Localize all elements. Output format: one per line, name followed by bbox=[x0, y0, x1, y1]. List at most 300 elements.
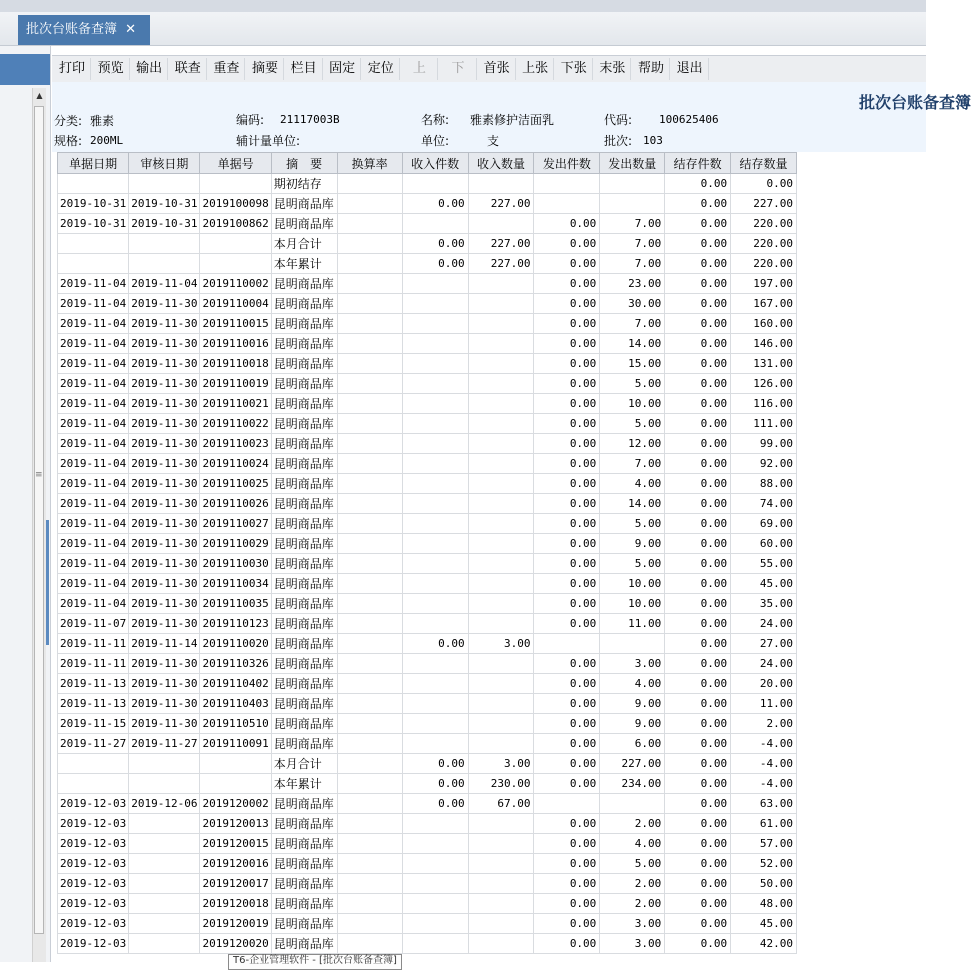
table-cell: 0.00 bbox=[665, 474, 731, 494]
table-cell: 2019110091 bbox=[200, 734, 271, 754]
table-cell: 0.00 bbox=[534, 614, 600, 634]
table-cell: 23.00 bbox=[600, 274, 665, 294]
table-cell: 2019110021 bbox=[200, 394, 271, 414]
unit-label: 单位: bbox=[421, 134, 450, 148]
table-row[interactable] bbox=[58, 794, 797, 814]
table-cell: 0.00 bbox=[534, 374, 600, 394]
table-cell: 本月合计 bbox=[271, 754, 337, 774]
table-cell: 99.00 bbox=[731, 434, 797, 454]
table-cell: 2019-12-03 bbox=[58, 934, 129, 954]
table-cell: 0.00 bbox=[534, 294, 600, 314]
ledger-grid bbox=[57, 152, 797, 972]
table-cell bbox=[337, 174, 402, 194]
table-cell bbox=[402, 874, 468, 894]
toolbar-button-4[interactable]: 重查 bbox=[208, 58, 245, 80]
table-cell: 0.00 bbox=[665, 514, 731, 534]
table-cell: 61.00 bbox=[731, 814, 797, 834]
column-header[interactable]: 结存数量 bbox=[731, 153, 797, 174]
column-header[interactable]: 发出数量 bbox=[600, 153, 665, 174]
table-cell bbox=[468, 374, 534, 394]
table-cell bbox=[337, 194, 402, 214]
table-cell bbox=[337, 654, 402, 674]
table-cell: 2019-11-15 bbox=[58, 714, 129, 734]
table-cell: 0.00 bbox=[534, 874, 600, 894]
tab-strip bbox=[0, 12, 926, 46]
table-row[interactable] bbox=[58, 294, 797, 314]
table-cell: 2019-10-31 bbox=[58, 194, 129, 214]
table-cell: 0.00 bbox=[534, 714, 600, 734]
toolbar-button-8[interactable]: 定位 bbox=[363, 58, 400, 80]
table-row[interactable] bbox=[58, 834, 797, 854]
table-cell bbox=[402, 594, 468, 614]
table-cell bbox=[200, 254, 271, 274]
table-row[interactable] bbox=[58, 174, 797, 194]
table-cell: 50.00 bbox=[731, 874, 797, 894]
table-cell: 0.00 bbox=[534, 354, 600, 374]
table-cell bbox=[402, 814, 468, 834]
table-cell: 0.00 bbox=[534, 214, 600, 234]
scrollbar-thumb[interactable] bbox=[34, 106, 44, 934]
table-cell: 220.00 bbox=[731, 254, 797, 274]
toolbar-button-13[interactable]: 下张 bbox=[556, 58, 593, 80]
vertical-scrollbar[interactable] bbox=[32, 88, 46, 962]
table-cell: 6.00 bbox=[600, 734, 665, 754]
toolbar-button-6[interactable]: 栏目 bbox=[286, 58, 323, 80]
table-cell bbox=[468, 574, 534, 594]
table-cell bbox=[129, 774, 200, 794]
table-row[interactable] bbox=[58, 194, 797, 214]
table-row[interactable] bbox=[58, 814, 797, 834]
table-cell: 2019-11-04 bbox=[58, 374, 129, 394]
table-row[interactable] bbox=[58, 554, 797, 574]
table-cell: 昆明商品库 bbox=[271, 434, 337, 454]
table-cell bbox=[337, 454, 402, 474]
table-cell: 2.00 bbox=[600, 874, 665, 894]
table-cell bbox=[402, 474, 468, 494]
table-cell: 0.00 bbox=[534, 434, 600, 454]
table-cell: 0.00 bbox=[665, 214, 731, 234]
table-cell: 2019-11-04 bbox=[58, 514, 129, 534]
table-cell bbox=[468, 894, 534, 914]
table-cell: 昆明商品库 bbox=[271, 214, 337, 234]
table-cell: 2019-12-03 bbox=[58, 874, 129, 894]
table-cell: 期初结存 bbox=[271, 174, 337, 194]
table-cell: 3.00 bbox=[600, 654, 665, 674]
table-cell: 197.00 bbox=[731, 274, 797, 294]
table-row[interactable] bbox=[58, 494, 797, 514]
toolbar-button-0[interactable]: 打印 bbox=[54, 58, 91, 80]
table-row[interactable] bbox=[58, 214, 797, 234]
table-cell: 2019110029 bbox=[200, 534, 271, 554]
table-cell: 4.00 bbox=[600, 674, 665, 694]
table-cell bbox=[337, 414, 402, 434]
table-cell: 0.00 bbox=[665, 874, 731, 894]
nav-selected-item[interactable] bbox=[0, 54, 50, 85]
table-cell: 0.00 bbox=[665, 734, 731, 754]
table-cell: 2019-12-03 bbox=[58, 794, 129, 814]
table-row[interactable] bbox=[58, 894, 797, 914]
close-icon[interactable]: ✕ bbox=[125, 22, 136, 37]
table-cell bbox=[402, 574, 468, 594]
table-cell: 0.00 bbox=[665, 714, 731, 734]
table-row[interactable] bbox=[58, 594, 797, 614]
table-row[interactable] bbox=[58, 874, 797, 894]
table-cell: 227.00 bbox=[468, 194, 534, 214]
table-row[interactable] bbox=[58, 414, 797, 434]
table-cell bbox=[337, 894, 402, 914]
table-row[interactable] bbox=[58, 914, 797, 934]
table-cell bbox=[468, 514, 534, 534]
toolbar-button-10[interactable]: 下 bbox=[440, 58, 477, 80]
table-cell: 2019-11-30 bbox=[129, 414, 200, 434]
table-cell: 0.00 bbox=[665, 534, 731, 554]
table-cell: 2019-11-04 bbox=[58, 294, 129, 314]
table-cell: 0.00 bbox=[534, 594, 600, 614]
table-cell bbox=[402, 514, 468, 534]
table-cell: 2019-11-11 bbox=[58, 654, 129, 674]
table-cell: 230.00 bbox=[468, 774, 534, 794]
table-cell: 7.00 bbox=[600, 214, 665, 234]
table-cell bbox=[468, 594, 534, 614]
table-cell bbox=[402, 834, 468, 854]
table-cell: 0.00 bbox=[665, 494, 731, 514]
table-cell: 昆明商品库 bbox=[271, 334, 337, 354]
table-row[interactable] bbox=[58, 774, 797, 794]
table-cell: 116.00 bbox=[731, 394, 797, 414]
table-cell bbox=[58, 254, 129, 274]
table-cell: 昆明商品库 bbox=[271, 294, 337, 314]
table-cell bbox=[468, 314, 534, 334]
table-cell: 2019-11-14 bbox=[129, 634, 200, 654]
table-cell: 2019110402 bbox=[200, 674, 271, 694]
toolbar-button-5[interactable]: 摘要 bbox=[247, 58, 284, 80]
table-cell: 2019-11-04 bbox=[58, 334, 129, 354]
table-row[interactable] bbox=[58, 234, 797, 254]
toolbar-button-3[interactable]: 联查 bbox=[170, 58, 207, 80]
table-cell: 2019110035 bbox=[200, 594, 271, 614]
table-cell: 昆明商品库 bbox=[271, 854, 337, 874]
table-cell bbox=[402, 294, 468, 314]
table-cell bbox=[600, 174, 665, 194]
scroll-up-arrow-icon[interactable]: ▲ bbox=[36, 91, 43, 100]
table-cell: 0.00 bbox=[665, 314, 731, 334]
table-cell: 12.00 bbox=[600, 434, 665, 454]
table-cell bbox=[337, 294, 402, 314]
table-cell bbox=[337, 714, 402, 734]
tab-batch-ledger[interactable] bbox=[18, 15, 150, 45]
table-cell: 2019110023 bbox=[200, 434, 271, 454]
table-cell: 昆明商品库 bbox=[271, 514, 337, 534]
table-cell bbox=[337, 514, 402, 534]
table-cell: 0.00 bbox=[665, 574, 731, 594]
table-cell: 60.00 bbox=[731, 534, 797, 554]
table-cell: 227.00 bbox=[468, 254, 534, 274]
table-cell: 0.00 bbox=[665, 814, 731, 834]
table-cell: 0.00 bbox=[534, 774, 600, 794]
table-cell: 74.00 bbox=[731, 494, 797, 514]
table-cell: 2019110022 bbox=[200, 414, 271, 434]
table-cell: 昆明商品库 bbox=[271, 494, 337, 514]
table-cell: 0.00 bbox=[665, 614, 731, 634]
table-cell: 0.00 bbox=[665, 634, 731, 654]
table-cell bbox=[58, 774, 129, 794]
table-row[interactable] bbox=[58, 654, 797, 674]
unit-value: 支 bbox=[487, 134, 500, 148]
table-cell bbox=[402, 694, 468, 714]
table-row[interactable] bbox=[58, 394, 797, 414]
table-cell: 2019-11-04 bbox=[58, 354, 129, 374]
table-cell bbox=[200, 234, 271, 254]
table-row[interactable] bbox=[58, 614, 797, 634]
table-cell: 2.00 bbox=[600, 814, 665, 834]
table-cell: 2019-11-30 bbox=[129, 454, 200, 474]
table-cell: 2019-10-31 bbox=[129, 194, 200, 214]
table-header-row bbox=[58, 153, 797, 174]
table-cell bbox=[337, 594, 402, 614]
table-row[interactable] bbox=[58, 634, 797, 654]
table-cell bbox=[200, 754, 271, 774]
table-row[interactable] bbox=[58, 454, 797, 474]
table-row[interactable] bbox=[58, 754, 797, 774]
table-cell bbox=[337, 634, 402, 654]
table-cell: 0.00 bbox=[534, 814, 600, 834]
table-row[interactable] bbox=[58, 254, 797, 274]
column-header[interactable]: 发出件数 bbox=[534, 153, 600, 174]
column-header[interactable]: 收入数量 bbox=[468, 153, 534, 174]
table-cell bbox=[468, 874, 534, 894]
table-row[interactable] bbox=[58, 434, 797, 454]
toolbar-button-15[interactable]: 帮助 bbox=[633, 58, 670, 80]
tab-title: 批次台账备查簿 bbox=[26, 22, 118, 37]
table-cell bbox=[468, 854, 534, 874]
table-row[interactable] bbox=[58, 574, 797, 594]
table-cell: 2019-11-27 bbox=[58, 734, 129, 754]
table-row[interactable] bbox=[58, 674, 797, 694]
table-cell: 2019-11-30 bbox=[129, 354, 200, 374]
table-cell: 0.00 bbox=[665, 894, 731, 914]
table-cell: 0.00 bbox=[534, 894, 600, 914]
sku-label: 代码: bbox=[604, 113, 633, 127]
column-header[interactable]: 结存件数 bbox=[665, 153, 731, 174]
table-cell: 2019-11-30 bbox=[129, 554, 200, 574]
sku-value: 100625406 bbox=[659, 113, 719, 126]
table-cell: 2019110024 bbox=[200, 454, 271, 474]
table-cell bbox=[468, 734, 534, 754]
table-cell: 2019120013 bbox=[200, 814, 271, 834]
table-cell bbox=[337, 254, 402, 274]
table-cell bbox=[468, 214, 534, 234]
toolbar-button-16[interactable]: 退出 bbox=[672, 58, 709, 80]
table-cell: 30.00 bbox=[600, 294, 665, 314]
table-cell bbox=[468, 674, 534, 694]
table-cell: 0.00 bbox=[534, 554, 600, 574]
table-row[interactable] bbox=[58, 374, 797, 394]
table-cell bbox=[129, 234, 200, 254]
table-cell: 3.00 bbox=[468, 634, 534, 654]
table-cell: 2019-11-30 bbox=[129, 594, 200, 614]
table-cell: 2019-11-30 bbox=[129, 534, 200, 554]
table-cell: 0.00 bbox=[665, 854, 731, 874]
table-cell: 2019-11-04 bbox=[58, 554, 129, 574]
table-cell bbox=[468, 834, 534, 854]
table-cell: 本年累计 bbox=[271, 254, 337, 274]
table-cell: 2019-11-04 bbox=[58, 574, 129, 594]
table-cell: 126.00 bbox=[731, 374, 797, 394]
table-cell bbox=[337, 374, 402, 394]
table-cell: 2019-11-04 bbox=[58, 594, 129, 614]
table-cell: 2019110015 bbox=[200, 314, 271, 334]
table-cell: 9.00 bbox=[600, 534, 665, 554]
table-row[interactable] bbox=[58, 514, 797, 534]
table-cell: 2019-11-13 bbox=[58, 694, 129, 714]
name-value: 雅素修护洁面乳 bbox=[470, 113, 555, 127]
table-cell bbox=[402, 894, 468, 914]
table-cell: 0.00 bbox=[402, 194, 468, 214]
table-cell: 2019-11-30 bbox=[129, 614, 200, 634]
table-cell bbox=[402, 174, 468, 194]
table-cell: 2019110016 bbox=[200, 334, 271, 354]
table-cell bbox=[468, 934, 534, 954]
table-cell bbox=[337, 354, 402, 374]
table-row[interactable] bbox=[58, 714, 797, 734]
table-cell: 0.00 bbox=[534, 914, 600, 934]
table-cell: 2019-11-30 bbox=[129, 574, 200, 594]
table-cell: 0.00 bbox=[534, 314, 600, 334]
table-cell: 2019-11-30 bbox=[129, 334, 200, 354]
table-cell: 2019-11-30 bbox=[129, 294, 200, 314]
table-cell: 2019-11-27 bbox=[129, 734, 200, 754]
toolbar-button-11[interactable]: 首张 bbox=[479, 58, 516, 80]
table-cell: 0.00 bbox=[534, 694, 600, 714]
table-cell bbox=[402, 914, 468, 934]
table-cell: 2019120002 bbox=[200, 794, 271, 814]
table-row[interactable] bbox=[58, 354, 797, 374]
table-cell: 42.00 bbox=[731, 934, 797, 954]
table-cell: 11.00 bbox=[600, 614, 665, 634]
table-row[interactable] bbox=[58, 694, 797, 714]
table-cell: 2019-11-13 bbox=[58, 674, 129, 694]
table-cell bbox=[402, 354, 468, 374]
table-row[interactable] bbox=[58, 274, 797, 294]
table-cell: 0.00 bbox=[534, 494, 600, 514]
table-cell bbox=[468, 174, 534, 194]
table-row[interactable] bbox=[58, 854, 797, 874]
table-cell bbox=[468, 334, 534, 354]
table-cell bbox=[402, 554, 468, 574]
panel-splitter[interactable] bbox=[46, 520, 49, 645]
table-cell: 227.00 bbox=[468, 234, 534, 254]
table-cell: 0.00 bbox=[534, 334, 600, 354]
table-cell bbox=[402, 394, 468, 414]
table-cell bbox=[337, 614, 402, 634]
column-header[interactable]: 审核日期 bbox=[129, 153, 200, 174]
table-cell: 57.00 bbox=[731, 834, 797, 854]
table-cell: 0.00 bbox=[665, 234, 731, 254]
table-cell: 0.00 bbox=[402, 754, 468, 774]
table-cell: 昆明商品库 bbox=[271, 534, 337, 554]
table-cell: 2019120019 bbox=[200, 914, 271, 934]
table-cell: 15.00 bbox=[600, 354, 665, 374]
spec-label: 规格: bbox=[54, 134, 83, 148]
toolbar-button-12[interactable]: 上张 bbox=[517, 58, 554, 80]
table-cell: 2019-11-04 bbox=[58, 274, 129, 294]
table-cell: 昆明商品库 bbox=[271, 314, 337, 334]
table-cell: 0.00 bbox=[402, 794, 468, 814]
table-cell: -4.00 bbox=[731, 754, 797, 774]
table-row[interactable] bbox=[58, 314, 797, 334]
table-cell: 111.00 bbox=[731, 414, 797, 434]
table-cell: 52.00 bbox=[731, 854, 797, 874]
table-cell: 2019-11-04 bbox=[58, 414, 129, 434]
toolbar-button-14[interactable]: 末张 bbox=[594, 58, 631, 80]
table-row[interactable] bbox=[58, 534, 797, 554]
table-cell: 220.00 bbox=[731, 214, 797, 234]
table-cell: 92.00 bbox=[731, 454, 797, 474]
table-cell: 0.00 bbox=[534, 514, 600, 534]
table-cell bbox=[402, 314, 468, 334]
table-cell bbox=[337, 314, 402, 334]
table-cell: 7.00 bbox=[600, 314, 665, 334]
table-cell: 0.00 bbox=[665, 394, 731, 414]
column-header[interactable]: 单据号 bbox=[200, 153, 271, 174]
table-cell bbox=[600, 194, 665, 214]
table-row[interactable] bbox=[58, 474, 797, 494]
table-cell: 2019-11-04 bbox=[58, 454, 129, 474]
table-cell: 0.00 bbox=[665, 674, 731, 694]
column-header[interactable]: 摘 要 bbox=[271, 153, 337, 174]
table-cell bbox=[534, 194, 600, 214]
table-cell: 0.00 bbox=[731, 174, 797, 194]
table-cell: 2019-10-31 bbox=[129, 214, 200, 234]
table-cell: 0.00 bbox=[534, 854, 600, 874]
table-cell: 0.00 bbox=[534, 934, 600, 954]
table-cell: 67.00 bbox=[468, 794, 534, 814]
table-cell: 本月合计 bbox=[271, 234, 337, 254]
table-row[interactable] bbox=[58, 934, 797, 954]
table-cell bbox=[402, 414, 468, 434]
toolbar-button-9[interactable]: 上 bbox=[401, 58, 438, 80]
table-cell: 昆明商品库 bbox=[271, 454, 337, 474]
table-row[interactable] bbox=[58, 334, 797, 354]
toolbar-button-2[interactable]: 输出 bbox=[131, 58, 168, 80]
column-header[interactable]: 单据日期 bbox=[58, 153, 129, 174]
table-cell bbox=[468, 394, 534, 414]
column-header[interactable]: 收入件数 bbox=[402, 153, 468, 174]
table-cell: 2019-11-04 bbox=[129, 274, 200, 294]
table-cell: 3.00 bbox=[468, 754, 534, 774]
table-cell bbox=[129, 914, 200, 934]
table-cell bbox=[337, 434, 402, 454]
toolbar-button-1[interactable]: 预览 bbox=[93, 58, 130, 80]
table-cell: 2019110004 bbox=[200, 294, 271, 314]
table-cell: 昆明商品库 bbox=[271, 734, 337, 754]
table-cell bbox=[402, 454, 468, 474]
table-cell: 0.00 bbox=[534, 734, 600, 754]
table-cell bbox=[402, 614, 468, 634]
table-cell: 5.00 bbox=[600, 554, 665, 574]
table-row[interactable] bbox=[58, 734, 797, 754]
table-cell: 0.00 bbox=[534, 534, 600, 554]
batch-value: 103 bbox=[643, 134, 663, 147]
toolbar-button-7[interactable]: 固定 bbox=[324, 58, 361, 80]
table-cell: 0.00 bbox=[534, 414, 600, 434]
table-cell: 9.00 bbox=[600, 714, 665, 734]
category-value: 雅素 bbox=[90, 114, 115, 128]
column-header[interactable]: 换算率 bbox=[337, 153, 402, 174]
table-cell bbox=[402, 274, 468, 294]
table-cell: 本年累计 bbox=[271, 774, 337, 794]
table-cell bbox=[534, 174, 600, 194]
